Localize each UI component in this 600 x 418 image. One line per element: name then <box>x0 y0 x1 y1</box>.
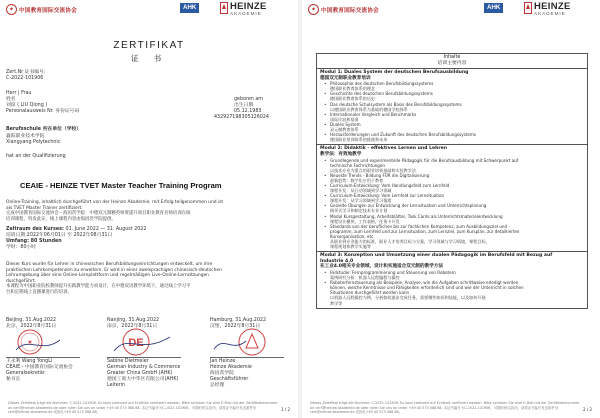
sig3-place-cn: 汉堡，2022年8月31日 <box>210 324 261 329</box>
sig2-role: Leiterin <box>107 383 126 388</box>
list-item: • Das deutsche Schulsystem als Basis des Berufsbildungssystems <box>330 102 584 107</box>
period-value: 01. June 2022 — 31. August 2022 <box>65 227 147 232</box>
heinze-mark-icon <box>220 2 228 14</box>
ceaie-logo <box>308 4 379 15</box>
certificate-title: ZERTIFIKAT <box>113 40 185 51</box>
sig3-name: Jan Heinze <box>210 359 236 364</box>
list-item: technische Fachrichtungen <box>330 162 386 168</box>
hours-label: Umfang: 80 Stunden <box>6 239 62 244</box>
course-title: CEAIE - HEINZE TVET Master Teacher Training Program <box>20 181 222 190</box>
module-title-cn: 德国双元制职业教育培训 <box>320 75 371 81</box>
born-label: geboren am <box>234 97 263 102</box>
closing-text <box>6 262 292 296</box>
ahk-logo: AHK <box>180 3 199 13</box>
module-items <box>320 158 584 250</box>
module-2 <box>317 145 587 252</box>
content-table <box>316 53 588 309</box>
sig2-org-1: German Industry & Commerce <box>107 365 181 370</box>
list-item: • Modul Kursgestaltung, Arbeitsblätter, Task Cards als Unterrichtsmaterialentwicklung <box>330 214 584 219</box>
list-item: • Curriculum-Entwicklung: Vom Lernfeld zur Lernsituation <box>330 193 584 198</box>
list-item: 最新趋势：数字化应用于教育 <box>330 177 384 183</box>
school-label: Berufsschule 所在单位（学校） <box>6 127 82 132</box>
module-title: Modul 1: Duales System der deutschen Berufsausbildung <box>320 70 469 75</box>
list-item: • Neueste Trends - Bildung FÜR die Digitalisierung <box>330 173 584 178</box>
body-cn-line: 培训课程，特发此证，线上课程内容由海因茨学院提供。 <box>6 216 116 222</box>
module-3 <box>317 252 587 307</box>
list-item: • Internationaler Vergleich und Benchmarks <box>330 112 584 117</box>
footer-line: cert@heinze-akademie.de 或致电+49 40 573 088 88。 <box>310 409 403 414</box>
body-de-line: Online-Training, inhaltlich durchgeführt von der Heinze Akademie, mit Erfolg teilgenommen und ist <box>6 200 224 205</box>
period-cn: 培训日期:2022年06月01日 至 2022年08月31日 <box>6 233 113 238</box>
list-item: 指导式学习和制定技术专业计划 <box>330 208 388 214</box>
heinze-logo-sub: AKADEMIE <box>534 11 566 16</box>
heinze-mark-icon <box>524 2 532 14</box>
sig2-stamp <box>110 327 180 357</box>
sig2-org-2: Greater China GmbH (AHK) <box>107 371 173 376</box>
footer-line: Dieses Zertifikat trägt die Nummer: C-2022-101906. Es kann jederzeit auf Echtheit verifiziert werden. Bitte schicken Sie eine E-Mail mit der Zertifikatsnummer <box>8 401 278 406</box>
page-number: 1 / 2 <box>281 407 290 413</box>
period-label: Zeitraum des Kurses: <box>6 227 64 232</box>
list-item: 德国职业教育体系的理念 <box>330 86 376 92</box>
ceaie-logo <box>6 4 77 15</box>
school-name-en: Xiangyang Polytechnic <box>6 140 61 145</box>
school-name-cn: 襄阳职业技术学院 <box>6 134 45 139</box>
page-divider <box>298 0 302 418</box>
list-item: • Fallstudie: Fernprogrammierung und Steuerung von Robotern <box>330 270 584 275</box>
body-de-line: als TVET Master Trainer zertifiziert. <box>6 205 83 211</box>
closing-de-line: praktischen Lehrkompetenzen zu erweitern. Er wird in einer zweisprachigen chinesisch-deutschen <box>6 267 222 273</box>
sig1-stamp <box>8 328 68 356</box>
sig3-org: Heinze Akademie <box>210 365 252 370</box>
closing-cn-line: 本课程为中国职业院校教师提升实践教学能力而设计，在中德双语教学环境下，通过线上学习平 <box>6 284 191 290</box>
certificate-page-1 <box>2 0 296 418</box>
table-title: Inhalte <box>443 55 461 60</box>
sig1-role-cn: 秘书长 <box>6 377 21 382</box>
module-title: Modul 3: Konzeption und Umsetzung einer dualen Pädagogik im Berufsfeld mit Bezug auf <box>320 253 553 259</box>
list-item: 德国职业培训体系的挑战和未来 <box>330 137 388 143</box>
list-item: 德国职业教育体系的历史 <box>330 96 376 102</box>
salutation: Herr | Frau <box>6 91 32 96</box>
sig2-name: Sabine Dietmeier <box>107 359 149 364</box>
cert-number-label: Zert.Nr 证书编号: <box>6 70 46 75</box>
body-cn-line: 完成中国教育国际交流协会－海因茨学院：中德双元制精英师资提升项目职业教育名师培训在线 <box>6 211 191 217</box>
svg-text:DE: DE <box>128 337 144 349</box>
ceaie-logo-text: 中国教育国际交流协会 <box>19 7 77 14</box>
list-item: • Gezielte Übungen zur Entwicklung der Lernsituation und Unterrichtsplanung <box>330 203 584 208</box>
certificate-title-cn: 证 书 <box>130 54 168 63</box>
holder-name: 刘琼 ( LIU Qiong ) <box>6 103 48 108</box>
module-title-cn: 在工业4.0相关专业领域，设计和实施适合双元制的教学方法 <box>320 264 443 270</box>
list-item: Situationen durchgeführt werden kann <box>330 290 410 296</box>
footer-line: an cert@heinze-akademie.de oder rufen Sie uns an unter +49 40 573 088 88. 本证书编号为C-2022-101906，可随时核实真伪，请将证书编号发送邮件至 <box>8 405 257 410</box>
sig3-stamp <box>212 327 282 357</box>
module-title: Modul 2: Didaktik - effektives Lernen und Lehren <box>320 146 448 152</box>
page-footer <box>310 401 592 414</box>
svg-text:★: ★ <box>27 339 33 346</box>
list-item: • Curriculum-Entwicklung: Vom Handlungsfeld zum Lernfeld <box>330 183 584 188</box>
hours-cn: 学时：80小时 <box>6 245 37 250</box>
sig1-role: Generalsekretär <box>6 371 45 376</box>
list-item: 以德国职业教育体系为基础的德国学校体系 <box>330 106 408 112</box>
ceaie-emblem-icon: ✦ <box>308 4 319 15</box>
list-item: • Roboterfernsteuerung als Beispiele, Analyse, wie die Aufgaben schrittweise erledigt werden <box>330 280 584 285</box>
module-title-cn: 教学法：有效地教学 <box>320 151 362 157</box>
sig1-name: 王永利 Wang YongLi <box>6 359 53 364</box>
heinze-logo-sub: AKADEMIE <box>230 11 262 16</box>
sig3-role-cn: 总经理 <box>210 383 225 388</box>
list-item: programm, zum Lernfeld und zur Lernsituation, zum Lernziel, zum Kursplan, zur detaillierten <box>330 228 520 234</box>
list-item: 以技术专业为重点的职业培训基础和实验教学法 <box>330 167 416 173</box>
list-item: 课程开发：从学习领域到学习情境 <box>330 198 392 204</box>
certificate-page-2 <box>304 0 598 418</box>
page-footer <box>8 401 290 414</box>
list-item: 以机器人远程操控为例，分析如何逐步完成任务，需要哪些知识和技能，以及如何开展 <box>330 295 486 301</box>
footer-line: an cert@heinze-akademie.de oder rufen Sie uns an unter +49 40 573 088 88. 本证书编号为C-2022-101906，可随时核实真伪，请将证书编号发送邮件至 <box>310 405 559 410</box>
cert-number: C-2022-101906 <box>6 76 44 81</box>
list-item: • Standards von der beruflichen bis zur fachlichen Kompetenz, zum Ausbildungsziel und - <box>330 224 584 229</box>
list-item: können, welche Kenntnisse und Fähigkeiten erforderlich sind und wie der Unterricht in solchen <box>330 285 524 291</box>
closing-cn-line: 台和定期线上直播课进行的培训。 <box>6 289 72 295</box>
list-item: • Grundlegende und experimentelle Pädagogik für die Berufsausbildung mit Schwerpunkt auf <box>330 158 584 163</box>
sig1-place: Beijing, 31.Aug.2022 <box>6 318 57 323</box>
list-item: Kursorganisation, etc. <box>330 233 375 239</box>
list-item: • Duales System <box>330 122 584 127</box>
id-number: 432927198305126024 <box>214 115 269 120</box>
ceaie-logo-text: 中国教育国际交流协会 <box>321 7 379 14</box>
sig3-org-cn: 海因茨学院 <box>210 371 234 376</box>
sig1-org: CEAIE - 中国教育国际交流协会 <box>6 365 73 370</box>
list-item: • Philosophie des deutschen Berufsbildungssystems <box>330 81 584 86</box>
closing-de-line: Dieser Kurs wurde für Lehrer in chinesischen Berufsbildungseinrichtungen entwickelt, um ihre <box>6 262 213 267</box>
sig1-place-cn: 北京，2022年8月31日 <box>6 324 57 329</box>
module-1 <box>317 69 587 145</box>
sig3-role: Geschäftsführer <box>210 377 249 382</box>
closing-de-line: Lehrumgebung über eine Online-Lernplattform und regelmäßigen Live-Online-Lernsitzungen <box>6 273 209 279</box>
sig3-place: Hamburg, 31.Aug.2022 <box>210 318 267 323</box>
qualification-text: hat an der Qualifizierung <box>6 154 66 159</box>
ceaie-emblem-icon: ✦ <box>6 4 17 15</box>
list-item: 课程设计模块，工作表格，任务卡开发 <box>330 218 400 224</box>
list-item: 案例研究分析：机器人远程编程与操控 <box>330 275 400 281</box>
heinze-logo <box>524 2 571 16</box>
closing-de-line: durchgeführt. <box>6 278 36 284</box>
table-title-cn: 培训主要内容 <box>437 61 467 66</box>
sig2-org-3: 德国工商大中华区有限公司(AHK) <box>107 377 179 382</box>
table-header <box>317 54 587 69</box>
footer-line: cert@heinze-akademie.de 或致电+49 40 573 088 88。 <box>8 409 101 414</box>
sig3-line <box>210 357 284 358</box>
page-number: 2 / 2 <box>583 407 592 413</box>
name-label: 姓名 <box>6 97 16 102</box>
heinze-logo <box>220 2 267 16</box>
list-item: 国际比较和基准 <box>330 116 359 122</box>
module-items <box>320 270 584 306</box>
list-item: 教学等 <box>330 300 343 306</box>
id-label: Personalausweis Nr. 身份证号码 <box>6 109 80 114</box>
list-item: 课程规划和教学实施等 <box>330 244 371 250</box>
list-item: • Herausforderungen und Zukunft des deutschen Berufsbildungssystems <box>330 132 584 137</box>
sig2-place: Nanjing, 31.Aug.2022 <box>107 318 160 323</box>
heinze-logo-name: HEINZE <box>534 1 571 12</box>
sig1-line <box>6 357 80 358</box>
list-item: 课程开发：从行动领域到学习领域 <box>330 188 392 194</box>
born-date: 05.12.1983 <box>234 109 262 114</box>
module-items <box>320 81 584 142</box>
born-label-cn: 出生日期 <box>234 103 254 108</box>
module-title-cont: Industrie 4.0 <box>320 258 354 264</box>
footer-line: Dieses Zertifikat trägt die Nummer: C-2022-101906. Es kann jederzeit auf Echtheit verifiziert werden. Bitte schicken Sie eine E-Mail mit der Zertifikatsnummer <box>310 401 580 406</box>
sig2-line <box>107 357 181 358</box>
sig2-place-cn: 南京，2022年8月31日 <box>107 324 158 329</box>
list-item: 双元制教育体系 <box>330 127 359 133</box>
list-item: 从职业到专业能力的标准，职业人才培养目标与方案，学习领域与学习情境，课程目标， <box>330 239 490 244</box>
list-item: • Geschichte des deutschen Berufsbildungssystems <box>330 91 584 96</box>
heinze-logo-name: HEINZE <box>230 1 267 12</box>
course-period <box>6 227 146 233</box>
ahk-logo: AHK <box>484 3 503 13</box>
body-text-de <box>6 200 292 222</box>
